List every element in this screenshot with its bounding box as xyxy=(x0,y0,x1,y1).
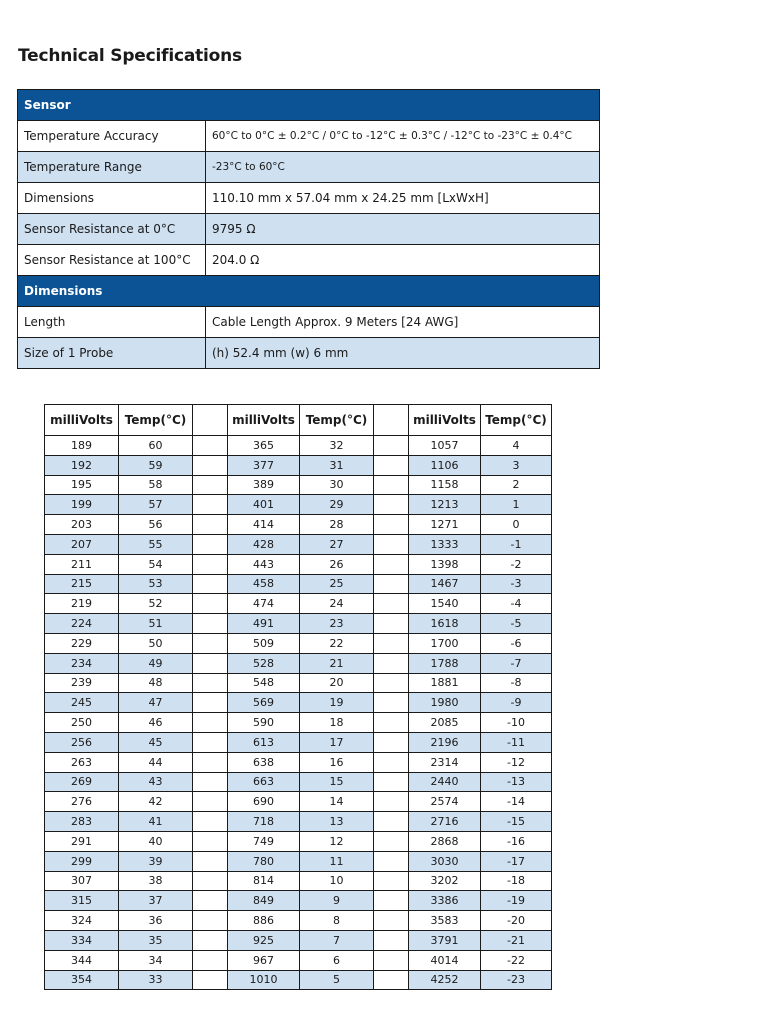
column-spacer xyxy=(193,436,228,456)
millivolts-cell: 344 xyxy=(45,950,119,970)
temperature-cell: 5 xyxy=(300,970,374,990)
table-row xyxy=(45,554,552,574)
temperature-cell: 41 xyxy=(119,812,193,832)
temperature-cell: 48 xyxy=(119,673,193,693)
spec-row-temperature-range xyxy=(18,152,600,183)
temperature-cell: 27 xyxy=(300,534,374,554)
temperature-cell: -19 xyxy=(481,891,552,911)
millivolts-cell: 299 xyxy=(45,851,119,871)
temperature-cell: 34 xyxy=(119,950,193,970)
temperature-cell: -14 xyxy=(481,792,552,812)
column-spacer xyxy=(193,871,228,891)
millivolts-cell: 3791 xyxy=(409,930,481,950)
column-spacer xyxy=(193,693,228,713)
temperature-cell: -18 xyxy=(481,871,552,891)
temperature-cell: 26 xyxy=(300,554,374,574)
column-spacer xyxy=(193,891,228,911)
temperature-cell: 3 xyxy=(481,455,552,475)
column-spacer xyxy=(374,911,409,931)
table-row xyxy=(45,455,552,475)
millivolts-cell: 491 xyxy=(228,614,300,634)
column-spacer xyxy=(374,574,409,594)
temperature-cell: 20 xyxy=(300,673,374,693)
millivolts-cell: 1106 xyxy=(409,455,481,475)
temperature-cell: 4 xyxy=(481,436,552,456)
column-spacer xyxy=(193,574,228,594)
temperature-cell: -8 xyxy=(481,673,552,693)
millivolts-cell: 211 xyxy=(45,554,119,574)
millivolts-cell: 2314 xyxy=(409,752,481,772)
millivolts-cell: 663 xyxy=(228,772,300,792)
column-spacer xyxy=(374,752,409,772)
temperature-cell: 0 xyxy=(481,515,552,535)
table-row xyxy=(45,653,552,673)
column-spacer xyxy=(374,851,409,871)
millivolts-cell: 224 xyxy=(45,614,119,634)
millivolts-cell: 590 xyxy=(228,713,300,733)
section-header-sensor xyxy=(18,90,600,121)
temperature-cell: -13 xyxy=(481,772,552,792)
millivolts-cell: 307 xyxy=(45,871,119,891)
column-spacer xyxy=(193,653,228,673)
millivolts-cell: 389 xyxy=(228,475,300,495)
millivolts-cell: 613 xyxy=(228,732,300,752)
table-row xyxy=(45,633,552,653)
temperature-cell: 19 xyxy=(300,693,374,713)
column-spacer xyxy=(374,970,409,990)
millivolts-cell: 239 xyxy=(45,673,119,693)
temperature-cell: 14 xyxy=(300,792,374,812)
temperature-cell: 51 xyxy=(119,614,193,634)
column-spacer xyxy=(193,534,228,554)
millivolts-cell: 4252 xyxy=(409,970,481,990)
temperature-cell: -4 xyxy=(481,594,552,614)
temperature-cell: -5 xyxy=(481,614,552,634)
spec-label: Length xyxy=(18,307,206,338)
table-row xyxy=(45,831,552,851)
temperature-cell: 28 xyxy=(300,515,374,535)
millivolts-cell: 814 xyxy=(228,871,300,891)
temperature-cell: 2 xyxy=(481,475,552,495)
millivolts-cell: 1398 xyxy=(409,554,481,574)
spec-value: -23°C to 60°C xyxy=(206,152,600,183)
temperature-cell: 17 xyxy=(300,732,374,752)
temperature-cell: 11 xyxy=(300,851,374,871)
table-row xyxy=(45,693,552,713)
section-header-dimensions xyxy=(18,276,600,307)
column-spacer xyxy=(374,633,409,653)
spec-row-temperature-accuracy xyxy=(18,121,600,152)
column-header-millivolts: milliVolts xyxy=(45,405,119,436)
millivolts-cell: 195 xyxy=(45,475,119,495)
millivolts-cell: 1057 xyxy=(409,436,481,456)
millivolts-cell: 189 xyxy=(45,436,119,456)
temperature-cell: 6 xyxy=(300,950,374,970)
temperature-cell: -9 xyxy=(481,693,552,713)
spec-label: Temperature Accuracy xyxy=(18,121,206,152)
millivolts-cell: 749 xyxy=(228,831,300,851)
millivolts-cell: 925 xyxy=(228,930,300,950)
temperature-cell: 33 xyxy=(119,970,193,990)
millivolts-cell: 377 xyxy=(228,455,300,475)
millivolts-cell: 690 xyxy=(228,792,300,812)
temperature-cell: 1 xyxy=(481,495,552,515)
spec-value: (h) 52.4 mm (w) 6 mm xyxy=(206,338,600,369)
temperature-cell: 38 xyxy=(119,871,193,891)
millivolt-temperature-table xyxy=(44,404,552,990)
millivolts-cell: 3202 xyxy=(409,871,481,891)
table-row xyxy=(45,891,552,911)
column-spacer xyxy=(193,495,228,515)
millivolts-cell: 2085 xyxy=(409,713,481,733)
temperature-cell: 7 xyxy=(300,930,374,950)
table-row xyxy=(45,436,552,456)
table-row xyxy=(45,534,552,554)
millivolts-cell: 3386 xyxy=(409,891,481,911)
column-spacer xyxy=(374,455,409,475)
millivolts-cell: 256 xyxy=(45,732,119,752)
millivolts-cell: 1980 xyxy=(409,693,481,713)
column-spacer xyxy=(374,950,409,970)
column-spacer xyxy=(374,594,409,614)
column-spacer xyxy=(193,732,228,752)
temperature-cell: -17 xyxy=(481,851,552,871)
column-spacer xyxy=(193,930,228,950)
millivolts-cell: 4014 xyxy=(409,950,481,970)
column-spacer xyxy=(193,812,228,832)
millivolts-cell: 474 xyxy=(228,594,300,614)
millivolts-cell: 1158 xyxy=(409,475,481,495)
millivolts-cell: 849 xyxy=(228,891,300,911)
millivolts-cell: 780 xyxy=(228,851,300,871)
millivolts-cell: 2196 xyxy=(409,732,481,752)
column-spacer xyxy=(193,515,228,535)
column-spacer xyxy=(193,831,228,851)
spec-value: 110.10 mm x 57.04 mm x 24.25 mm [LxWxH] xyxy=(206,183,600,214)
spec-value: 60°C to 0°C ± 0.2°C / 0°C to -12°C ± 0.3°C / -12°C to -23°C ± 0.4°C xyxy=(206,121,600,152)
millivolts-cell: 428 xyxy=(228,534,300,554)
temperature-cell: 16 xyxy=(300,752,374,772)
millivolts-cell: 2716 xyxy=(409,812,481,832)
column-spacer xyxy=(193,673,228,693)
millivolts-cell: 234 xyxy=(45,653,119,673)
millivolts-cell: 263 xyxy=(45,752,119,772)
column-spacer xyxy=(374,891,409,911)
temperature-cell: 21 xyxy=(300,653,374,673)
spec-value: 9795 Ω xyxy=(206,214,600,245)
temperature-cell: 57 xyxy=(119,495,193,515)
millivolts-cell: 324 xyxy=(45,911,119,931)
millivolts-cell: 334 xyxy=(45,930,119,950)
temperature-cell: -16 xyxy=(481,831,552,851)
millivolts-cell: 203 xyxy=(45,515,119,535)
temperature-cell: 12 xyxy=(300,831,374,851)
temperature-cell: 13 xyxy=(300,812,374,832)
temperature-cell: 54 xyxy=(119,554,193,574)
column-spacer xyxy=(374,713,409,733)
spec-label: Size of 1 Probe xyxy=(18,338,206,369)
spec-label: Temperature Range xyxy=(18,152,206,183)
column-header-temp: Temp(°C) xyxy=(119,405,193,436)
column-spacer xyxy=(193,594,228,614)
table-row xyxy=(45,752,552,772)
table-row xyxy=(45,614,552,634)
temperature-cell: -3 xyxy=(481,574,552,594)
specifications-table xyxy=(17,89,600,369)
column-spacer xyxy=(374,405,409,436)
table-row xyxy=(45,851,552,871)
column-spacer xyxy=(374,930,409,950)
temperature-cell: 24 xyxy=(300,594,374,614)
table-row xyxy=(45,594,552,614)
temperature-cell: -15 xyxy=(481,812,552,832)
temperature-cell: -6 xyxy=(481,633,552,653)
column-spacer xyxy=(374,732,409,752)
temperature-cell: -20 xyxy=(481,911,552,931)
temperature-cell: 36 xyxy=(119,911,193,931)
column-header-millivolts: milliVolts xyxy=(228,405,300,436)
column-spacer xyxy=(193,772,228,792)
table-row xyxy=(45,911,552,931)
temperature-cell: 52 xyxy=(119,594,193,614)
temperature-cell: -2 xyxy=(481,554,552,574)
temperature-cell: 9 xyxy=(300,891,374,911)
column-spacer xyxy=(193,713,228,733)
column-spacer xyxy=(374,831,409,851)
millivolts-cell: 569 xyxy=(228,693,300,713)
millivolts-cell: 283 xyxy=(45,812,119,832)
lookup-header-row xyxy=(45,405,552,436)
temperature-cell: 25 xyxy=(300,574,374,594)
temperature-cell: 39 xyxy=(119,851,193,871)
spec-row-dimensions xyxy=(18,183,600,214)
spec-row-resistance-100c xyxy=(18,245,600,276)
millivolts-cell: 199 xyxy=(45,495,119,515)
temperature-cell: 43 xyxy=(119,772,193,792)
millivolts-cell: 192 xyxy=(45,455,119,475)
millivolts-cell: 215 xyxy=(45,574,119,594)
millivolts-cell: 2574 xyxy=(409,792,481,812)
column-spacer xyxy=(374,653,409,673)
table-row xyxy=(45,713,552,733)
table-row xyxy=(45,574,552,594)
column-spacer xyxy=(193,405,228,436)
column-header-temp: Temp(°C) xyxy=(481,405,552,436)
column-header-millivolts: milliVolts xyxy=(409,405,481,436)
temperature-cell: -7 xyxy=(481,653,552,673)
temperature-cell: -1 xyxy=(481,534,552,554)
millivolts-cell: 229 xyxy=(45,633,119,653)
millivolts-cell: 2868 xyxy=(409,831,481,851)
temperature-cell: -21 xyxy=(481,930,552,950)
column-spacer xyxy=(193,851,228,871)
column-spacer xyxy=(374,792,409,812)
temperature-cell: 55 xyxy=(119,534,193,554)
millivolts-cell: 638 xyxy=(228,752,300,772)
column-spacer xyxy=(193,554,228,574)
table-row xyxy=(45,970,552,990)
temperature-cell: 35 xyxy=(119,930,193,950)
column-spacer xyxy=(374,693,409,713)
millivolts-cell: 219 xyxy=(45,594,119,614)
spec-row-length xyxy=(18,307,600,338)
column-spacer xyxy=(374,772,409,792)
spec-label: Sensor Resistance at 100°C xyxy=(18,245,206,276)
column-spacer xyxy=(374,475,409,495)
column-spacer xyxy=(374,554,409,574)
temperature-cell: 56 xyxy=(119,515,193,535)
millivolts-cell: 1788 xyxy=(409,653,481,673)
temperature-cell: -10 xyxy=(481,713,552,733)
table-row xyxy=(45,772,552,792)
column-spacer xyxy=(193,911,228,931)
millivolts-cell: 1618 xyxy=(409,614,481,634)
temperature-cell: 59 xyxy=(119,455,193,475)
temperature-cell: 58 xyxy=(119,475,193,495)
column-spacer xyxy=(374,673,409,693)
temperature-cell: 23 xyxy=(300,614,374,634)
millivolts-cell: 1467 xyxy=(409,574,481,594)
millivolts-cell: 3583 xyxy=(409,911,481,931)
millivolts-cell: 528 xyxy=(228,653,300,673)
table-row xyxy=(45,515,552,535)
millivolts-cell: 245 xyxy=(45,693,119,713)
column-spacer xyxy=(374,614,409,634)
spec-row-probe-size xyxy=(18,338,600,369)
column-spacer xyxy=(193,455,228,475)
spec-value: Cable Length Approx. 9 Meters [24 AWG] xyxy=(206,307,600,338)
millivolts-cell: 443 xyxy=(228,554,300,574)
millivolts-cell: 718 xyxy=(228,812,300,832)
spec-row-resistance-0c xyxy=(18,214,600,245)
temperature-cell: 37 xyxy=(119,891,193,911)
column-spacer xyxy=(374,515,409,535)
table-row xyxy=(45,930,552,950)
spec-label: Sensor Resistance at 0°C xyxy=(18,214,206,245)
millivolts-cell: 1010 xyxy=(228,970,300,990)
temperature-cell: 60 xyxy=(119,436,193,456)
column-spacer xyxy=(374,534,409,554)
millivolts-cell: 207 xyxy=(45,534,119,554)
column-spacer xyxy=(193,792,228,812)
temperature-cell: 49 xyxy=(119,653,193,673)
column-spacer xyxy=(193,970,228,990)
table-row xyxy=(45,792,552,812)
temperature-cell: 22 xyxy=(300,633,374,653)
column-spacer xyxy=(193,475,228,495)
millivolts-cell: 269 xyxy=(45,772,119,792)
temperature-cell: 44 xyxy=(119,752,193,772)
temperature-cell: 30 xyxy=(300,475,374,495)
temperature-cell: 31 xyxy=(300,455,374,475)
millivolts-cell: 365 xyxy=(228,436,300,456)
temperature-cell: 40 xyxy=(119,831,193,851)
table-row xyxy=(45,673,552,693)
temperature-cell: 50 xyxy=(119,633,193,653)
millivolts-cell: 250 xyxy=(45,713,119,733)
millivolts-cell: 315 xyxy=(45,891,119,911)
column-spacer xyxy=(193,752,228,772)
page-title: Technical Specifications xyxy=(18,46,242,66)
table-row xyxy=(45,475,552,495)
temperature-cell: -11 xyxy=(481,732,552,752)
spec-label: Dimensions xyxy=(18,183,206,214)
millivolts-cell: 354 xyxy=(45,970,119,990)
column-spacer xyxy=(374,436,409,456)
column-header-temp: Temp(°C) xyxy=(300,405,374,436)
millivolts-cell: 458 xyxy=(228,574,300,594)
millivolts-cell: 2440 xyxy=(409,772,481,792)
temperature-cell: 47 xyxy=(119,693,193,713)
millivolts-cell: 1333 xyxy=(409,534,481,554)
section-title: Sensor xyxy=(18,90,600,121)
section-title: Dimensions xyxy=(18,276,600,307)
temperature-cell: 32 xyxy=(300,436,374,456)
millivolts-cell: 1540 xyxy=(409,594,481,614)
column-spacer xyxy=(193,633,228,653)
millivolts-cell: 291 xyxy=(45,831,119,851)
column-spacer xyxy=(193,614,228,634)
millivolts-cell: 967 xyxy=(228,950,300,970)
column-spacer xyxy=(374,871,409,891)
millivolts-cell: 1700 xyxy=(409,633,481,653)
millivolts-cell: 1881 xyxy=(409,673,481,693)
column-spacer xyxy=(374,495,409,515)
temperature-cell: 10 xyxy=(300,871,374,891)
temperature-cell: -23 xyxy=(481,970,552,990)
spec-value: 204.0 Ω xyxy=(206,245,600,276)
temperature-cell: 46 xyxy=(119,713,193,733)
millivolts-cell: 1213 xyxy=(409,495,481,515)
millivolts-cell: 414 xyxy=(228,515,300,535)
millivolts-cell: 548 xyxy=(228,673,300,693)
temperature-cell: 53 xyxy=(119,574,193,594)
millivolts-cell: 276 xyxy=(45,792,119,812)
millivolts-cell: 1271 xyxy=(409,515,481,535)
millivolts-cell: 3030 xyxy=(409,851,481,871)
temperature-cell: 29 xyxy=(300,495,374,515)
millivolts-cell: 886 xyxy=(228,911,300,931)
column-spacer xyxy=(374,812,409,832)
temperature-cell: 18 xyxy=(300,713,374,733)
column-spacer xyxy=(193,950,228,970)
temperature-cell: 42 xyxy=(119,792,193,812)
table-row xyxy=(45,950,552,970)
table-row xyxy=(45,732,552,752)
table-row xyxy=(45,495,552,515)
temperature-cell: -12 xyxy=(481,752,552,772)
temperature-cell: 45 xyxy=(119,732,193,752)
temperature-cell: -22 xyxy=(481,950,552,970)
millivolts-cell: 509 xyxy=(228,633,300,653)
millivolts-cell: 401 xyxy=(228,495,300,515)
temperature-cell: 15 xyxy=(300,772,374,792)
table-row xyxy=(45,812,552,832)
temperature-cell: 8 xyxy=(300,911,374,931)
table-row xyxy=(45,871,552,891)
